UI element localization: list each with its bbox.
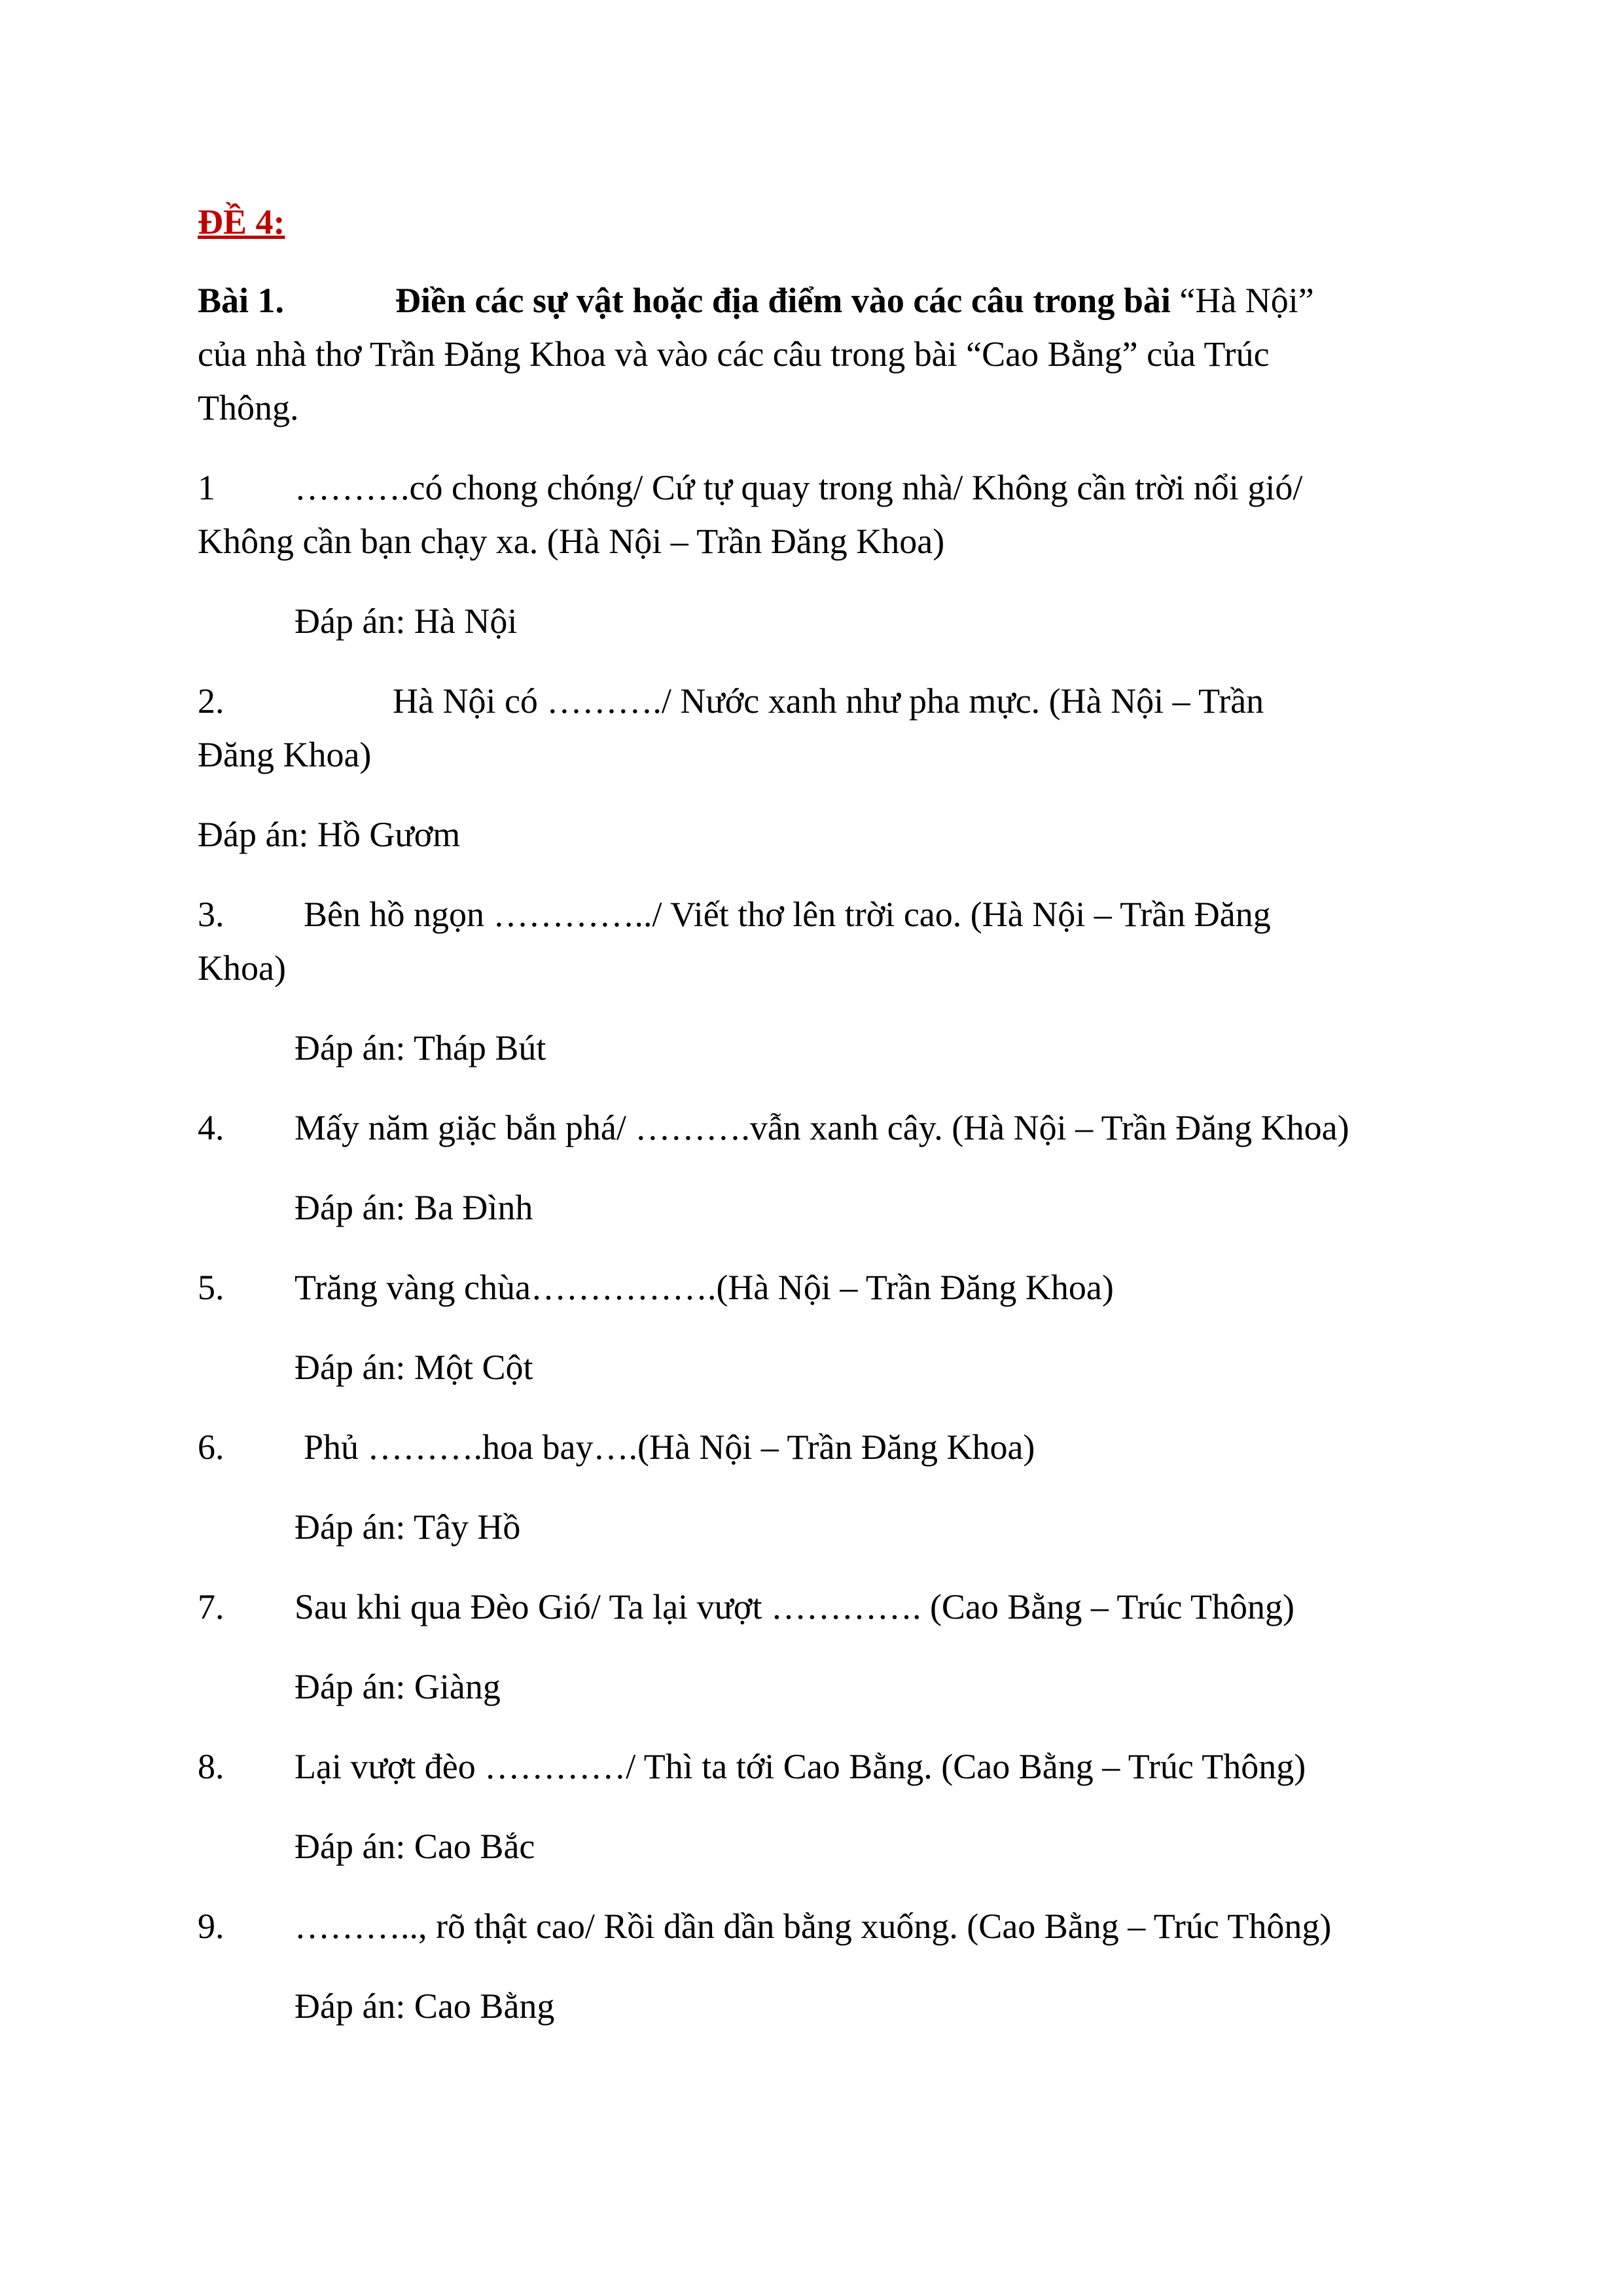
item-5-answer: Đáp án: Một Cột bbox=[294, 1348, 533, 1387]
item-2-line1 bbox=[198, 674, 1441, 728]
item-8-line1 bbox=[198, 1740, 1441, 1793]
item-8-answer: Đáp án: Cao Bắc bbox=[294, 1827, 535, 1866]
item-4-number: 4. bbox=[198, 1108, 224, 1147]
item-9-number: 9. bbox=[198, 1907, 224, 1946]
item-1-line1 bbox=[198, 461, 1441, 514]
item-6-line1 bbox=[198, 1420, 1441, 1474]
item-1-text: ……….có chong chóng/ Cứ tự quay trong nhà/ Không cần trời nổi gió/ bbox=[294, 468, 1303, 507]
item-6-text: Phủ ……….hoa bay….(Hà Nội – Trần Đăng Khoa) bbox=[304, 1427, 1035, 1467]
item-2-text: Hà Nội có ………./ Nước xanh như pha mực. (Hà Nội – Trần bbox=[393, 681, 1264, 721]
item-5-number: 5. bbox=[198, 1268, 224, 1307]
bai1-label: Bài 1. bbox=[198, 281, 285, 320]
bai1-line1 bbox=[198, 274, 1441, 327]
item-8-text: Lại vượt đèo …………/ Thì ta tới Cao Bằng. (Cao Bằng – Trúc Thông) bbox=[294, 1747, 1306, 1786]
item-4-line1 bbox=[198, 1101, 1441, 1155]
item-9-text: ……….., rõ thật cao/ Rồi dần dần bằng xuống. (Cao Bằng – Trúc Thông) bbox=[294, 1907, 1332, 1946]
item-7-text: Sau khi qua Đèo Gió/ Ta lại vượt …………. (Cao Bằng – Trúc Thông) bbox=[294, 1587, 1294, 1626]
item-9-line1 bbox=[198, 1899, 1441, 1953]
bai1-rest: “Hà Nội” bbox=[1170, 281, 1314, 320]
item-7-line1 bbox=[198, 1580, 1441, 1634]
page-title: ĐỀ 4: bbox=[198, 202, 285, 242]
item-4-answer: Đáp án: Ba Đình bbox=[294, 1188, 533, 1227]
item-8-number: 8. bbox=[198, 1747, 224, 1786]
item-3-line2: Khoa) bbox=[198, 948, 286, 988]
item-6-number: 6. bbox=[198, 1427, 224, 1467]
bai1-line3: Thông. bbox=[198, 388, 299, 427]
item-3-text: Bên hồ ngọn …………../ Viết thơ lên trời cao. (Hà Nội – Trần Đăng bbox=[304, 895, 1271, 934]
bai1-line2: của nhà thơ Trần Đăng Khoa và vào các câu trong bài “Cao Bằng” của Trúc bbox=[198, 334, 1270, 374]
item-2-number: 2. bbox=[198, 681, 224, 721]
item-1-number: 1 bbox=[198, 468, 215, 507]
item-2-line2: Đăng Khoa) bbox=[198, 735, 372, 774]
bai1-bold-text: Điền các sự vật hoặc địa điểm vào các câu trong bài bbox=[395, 281, 1171, 320]
item-1-answer: Đáp án: Hà Nội bbox=[294, 601, 518, 641]
item-2-answer: Đáp án: Hồ Gươm bbox=[198, 815, 461, 854]
item-4-text: Mấy năm giặc bắn phá/ ……….vẫn xanh cây. (Hà Nội – Trần Đăng Khoa) bbox=[294, 1108, 1349, 1147]
item-7-number: 7. bbox=[198, 1587, 224, 1626]
item-5-line1 bbox=[198, 1261, 1441, 1314]
item-3-line1 bbox=[198, 888, 1441, 941]
item-1-line2: Không cần bạn chạy xa. (Hà Nội – Trần Đăng Khoa) bbox=[198, 522, 945, 561]
item-3-answer: Đáp án: Tháp Bút bbox=[294, 1028, 546, 1067]
item-9-answer: Đáp án: Cao Bằng bbox=[294, 1986, 555, 2026]
item-7-answer: Đáp án: Giàng bbox=[294, 1667, 501, 1706]
item-6-answer: Đáp án: Tây Hồ bbox=[294, 1507, 521, 1547]
item-3-number: 3. bbox=[198, 895, 224, 934]
item-5-text: Trăng vàng chùa…………….(Hà Nội – Trần Đăng Khoa) bbox=[294, 1268, 1114, 1307]
